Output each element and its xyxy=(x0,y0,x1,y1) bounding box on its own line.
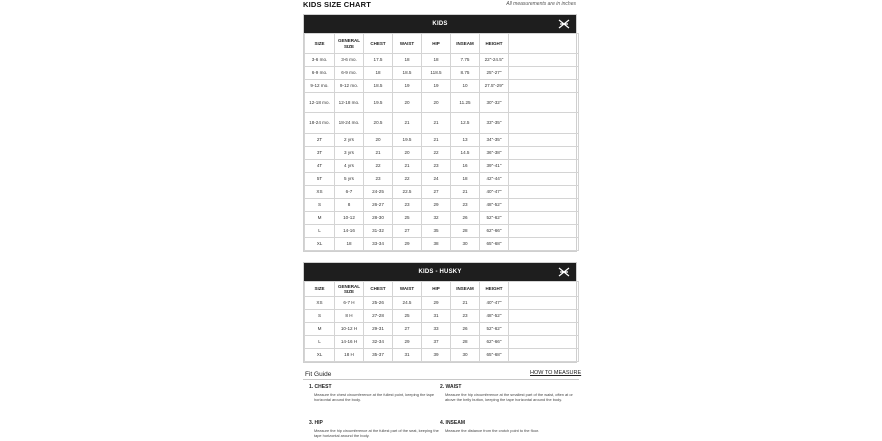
table-cell: 22"-24.5" xyxy=(480,54,509,67)
empty-cell xyxy=(509,238,579,251)
table-cell: 20 xyxy=(393,93,422,113)
table-row xyxy=(305,93,579,113)
husky-chart-header xyxy=(304,263,576,281)
table-cell: 21 xyxy=(393,113,422,134)
table-cell: 26 xyxy=(451,323,480,336)
table-cell: 11.25 xyxy=(451,93,480,113)
table-cell: 35-37 xyxy=(364,349,393,362)
table-row xyxy=(305,147,579,160)
guide-item-description: Measure the hip circumference at the fullest part of the seat, keeping the tape horizontal around the body. xyxy=(314,428,439,438)
table-cell: 27 xyxy=(422,186,451,199)
table-cell: 21 xyxy=(422,113,451,134)
table-cell: 38 xyxy=(422,238,451,251)
empty-cell xyxy=(509,310,579,323)
table-cell: 2T xyxy=(305,134,335,147)
table-row xyxy=(305,323,579,336)
table-cell: S xyxy=(305,310,335,323)
table-cell: 10 xyxy=(451,80,480,93)
kids-size-chart xyxy=(303,14,577,252)
table-cell: 26-27 xyxy=(364,199,393,212)
empty-cell xyxy=(509,134,579,147)
empty-cell xyxy=(509,173,579,186)
table-cell: 21 xyxy=(422,134,451,147)
table-cell: 39"-41" xyxy=(480,160,509,173)
column-header: HIP xyxy=(422,282,451,297)
table-cell: 5 yrs xyxy=(335,173,364,186)
table-cell: 4T xyxy=(305,160,335,173)
table-cell: 3-6 mo. xyxy=(335,54,364,67)
table-cell: 4 yrs xyxy=(335,160,364,173)
table-cell: 20.5 xyxy=(364,113,393,134)
table-cell: 23 xyxy=(451,310,480,323)
column-header: GENERAL SIZE xyxy=(335,282,364,297)
column-header: WAIST xyxy=(393,34,422,54)
kids-chart-header xyxy=(304,15,576,33)
table-cell: 22 xyxy=(364,160,393,173)
table-cell: 21 xyxy=(451,186,480,199)
table-cell: 62"-66" xyxy=(480,336,509,349)
column-header: CHEST xyxy=(364,34,393,54)
table-cell: 31 xyxy=(422,310,451,323)
table-cell: 16 xyxy=(451,160,480,173)
table-row xyxy=(305,297,579,310)
table-cell: 21 xyxy=(364,147,393,160)
table-cell: 7.75 xyxy=(451,54,480,67)
table-cell: 27-28 xyxy=(364,310,393,323)
table-cell: 19 xyxy=(422,80,451,93)
table-cell: 23 xyxy=(422,160,451,173)
empty-cell xyxy=(509,212,579,225)
table-cell: 48"-52" xyxy=(480,310,509,323)
table-cell: 52"-62" xyxy=(480,323,509,336)
table-cell: 10-12 xyxy=(335,212,364,225)
table-cell: L xyxy=(305,225,335,238)
column-header: SIZE xyxy=(305,282,335,297)
table-cell: XS xyxy=(305,297,335,310)
table-cell: M xyxy=(305,323,335,336)
table-cell: XS xyxy=(305,186,335,199)
page-title: KIDS SIZE CHART xyxy=(303,0,372,9)
table-cell: 6-7 xyxy=(335,186,364,199)
empty-cell xyxy=(509,34,579,54)
table-cell: 25"-27" xyxy=(480,67,509,80)
table-cell: 28 xyxy=(451,225,480,238)
column-header: SIZE xyxy=(305,34,335,54)
empty-cell xyxy=(509,199,579,212)
table-cell: 36"-38" xyxy=(480,147,509,160)
table-cell: 22 xyxy=(393,173,422,186)
table-cell: 12-18 mo. xyxy=(305,93,335,113)
how-to-measure-link[interactable]: HOW TO MEASURE xyxy=(530,370,582,376)
table-row xyxy=(305,80,579,93)
table-cell: 20 xyxy=(422,93,451,113)
empty-cell xyxy=(509,297,579,310)
table-cell: 19.5 xyxy=(364,93,393,113)
table-cell: 9-12 mo. xyxy=(335,80,364,93)
guide-item-waist xyxy=(440,384,578,402)
table-cell: 26 xyxy=(451,212,480,225)
table-cell: 18 xyxy=(422,54,451,67)
table-cell: 29-31 xyxy=(364,323,393,336)
column-header: CHEST xyxy=(364,282,393,297)
empty-cell xyxy=(509,54,579,67)
table-cell: 12-18 mo. xyxy=(335,93,364,113)
table-cell: 22.5 xyxy=(393,186,422,199)
table-cell: 27 xyxy=(393,225,422,238)
table-cell: 29 xyxy=(393,238,422,251)
table-cell: 30 xyxy=(451,238,480,251)
table-cell: 23 xyxy=(393,199,422,212)
brand-logo-icon xyxy=(558,18,570,30)
table-cell: 29 xyxy=(393,336,422,349)
table-cell: 52"-62" xyxy=(480,212,509,225)
empty-cell xyxy=(509,160,579,173)
table-cell: 20 xyxy=(393,147,422,160)
table-cell: 18 xyxy=(451,173,480,186)
table-cell: 3T xyxy=(305,147,335,160)
empty-cell xyxy=(509,67,579,80)
table-cell: 6-9 mo. xyxy=(335,67,364,80)
table-cell: M xyxy=(305,212,335,225)
table-cell: 65"-68" xyxy=(480,238,509,251)
table-cell: XL xyxy=(305,238,335,251)
table-cell: 29 xyxy=(422,297,451,310)
table-cell: S xyxy=(305,199,335,212)
kids-chart-heading: KIDS xyxy=(432,21,448,27)
guide-item-description: Measure the hip circumference at the smallest part of the waist, often at or above the belly button, keeping the tape horizontal around the body. xyxy=(445,392,573,402)
table-header-row xyxy=(305,282,579,297)
table-cell: 6-7 H xyxy=(335,297,364,310)
column-header: INSEAM xyxy=(451,282,480,297)
table-cell: 9-12 mo. xyxy=(305,80,335,93)
column-header: HEIGHT xyxy=(480,34,509,54)
table-cell: 17.5 xyxy=(364,54,393,67)
table-cell: 18 xyxy=(364,67,393,80)
table-row xyxy=(305,186,579,199)
table-cell: 28 xyxy=(451,336,480,349)
table-cell: 40"-47" xyxy=(480,297,509,310)
guide-item-inseam xyxy=(440,420,578,433)
table-header-row xyxy=(305,34,579,54)
column-header: WAIST xyxy=(393,282,422,297)
guide-item-description: Measure the chest circumference at the fullest point, keeping the tape horizontal around the body. xyxy=(314,392,435,402)
table-cell: 33 xyxy=(422,323,451,336)
empty-cell xyxy=(509,113,579,134)
table-cell: 33-34 xyxy=(364,238,393,251)
table-cell: 12.5 xyxy=(451,113,480,134)
guide-item-title: 2. WAIST xyxy=(440,384,462,390)
table-cell: 14-16 H xyxy=(335,336,364,349)
empty-cell xyxy=(509,336,579,349)
empty-cell xyxy=(509,147,579,160)
table-cell: 24 xyxy=(422,173,451,186)
table-cell: L xyxy=(305,336,335,349)
table-cell: 10-12 H xyxy=(335,323,364,336)
table-cell: 34"-35" xyxy=(480,134,509,147)
table-cell: 14.5 xyxy=(451,147,480,160)
table-row xyxy=(305,238,579,251)
table-cell: 118.5 xyxy=(422,67,451,80)
empty-cell xyxy=(509,349,579,362)
table-cell: 23 xyxy=(364,173,393,186)
table-cell: 25-26 xyxy=(364,297,393,310)
table-cell: 3 yrs xyxy=(335,147,364,160)
table-cell: 18.5 xyxy=(393,67,422,80)
column-header: HEIGHT xyxy=(480,282,509,297)
table-row xyxy=(305,67,579,80)
empty-cell xyxy=(509,225,579,238)
table-cell: 33"-35" xyxy=(480,113,509,134)
fit-guide-title: Fit Guide xyxy=(305,371,332,378)
table-cell: 27 xyxy=(393,323,422,336)
table-cell: 30"-32" xyxy=(480,93,509,113)
table-row xyxy=(305,113,579,134)
table-cell: 18-24 mo. xyxy=(335,113,364,134)
guide-item-description: Measure the distance from the crotch point to the floor. xyxy=(445,428,540,433)
table-cell: 39 xyxy=(422,349,451,362)
empty-cell xyxy=(509,282,579,297)
table-cell: 31-32 xyxy=(364,225,393,238)
table-cell: XL xyxy=(305,349,335,362)
empty-cell xyxy=(509,323,579,336)
table-cell: 22 xyxy=(422,147,451,160)
table-cell: 14-16 xyxy=(335,225,364,238)
column-header: INSEAM xyxy=(451,34,480,54)
table-cell: 18.5 xyxy=(364,80,393,93)
table-cell: 29 xyxy=(422,199,451,212)
table-cell: 65"-68" xyxy=(480,349,509,362)
table-cell: 24.5 xyxy=(393,297,422,310)
table-row xyxy=(305,160,579,173)
husky-chart-heading: KIDS - HUSKY xyxy=(418,269,462,275)
table-cell: 18 H xyxy=(335,349,364,362)
table-cell: 37 xyxy=(422,336,451,349)
table-cell: 48"-52" xyxy=(480,199,509,212)
table-cell: 21 xyxy=(451,297,480,310)
table-cell: 28-30 xyxy=(364,212,393,225)
table-cell: 19.5 xyxy=(393,134,422,147)
table-cell: 8 xyxy=(335,199,364,212)
table-row xyxy=(305,134,579,147)
column-header: GENERAL SIZE xyxy=(335,34,364,54)
table-cell: 8 H xyxy=(335,310,364,323)
kids-size-table xyxy=(304,33,579,251)
table-cell: 8.75 xyxy=(451,67,480,80)
table-row xyxy=(305,336,579,349)
guide-item-chest xyxy=(309,384,447,402)
table-cell: 23 xyxy=(451,199,480,212)
guide-item-title: 1. CHEST xyxy=(309,384,332,390)
empty-cell xyxy=(509,186,579,199)
table-row xyxy=(305,349,579,362)
empty-cell xyxy=(509,80,579,93)
table-cell: 27.5"-29" xyxy=(480,80,509,93)
husky-size-table xyxy=(304,281,579,362)
table-cell: 2 yrs xyxy=(335,134,364,147)
table-cell: 6-9 mo. xyxy=(305,67,335,80)
table-row xyxy=(305,225,579,238)
measurement-note: All measurements are in inches xyxy=(506,1,576,7)
table-cell: 18 xyxy=(393,54,422,67)
table-cell: 3-6 mo. xyxy=(305,54,335,67)
table-cell: 21 xyxy=(393,160,422,173)
empty-cell xyxy=(509,93,579,113)
table-cell: 40"-47" xyxy=(480,186,509,199)
table-cell: 18-24 mo. xyxy=(305,113,335,134)
table-cell: 5T xyxy=(305,173,335,186)
table-cell: 25 xyxy=(393,310,422,323)
table-cell: 62"-66" xyxy=(480,225,509,238)
table-cell: 20 xyxy=(364,134,393,147)
guide-item-title: 4. INSEAM xyxy=(440,420,466,426)
table-cell: 42"-44" xyxy=(480,173,509,186)
table-row xyxy=(305,212,579,225)
table-row xyxy=(305,173,579,186)
table-cell: 18 xyxy=(335,238,364,251)
table-row xyxy=(305,54,579,67)
column-header: HIP xyxy=(422,34,451,54)
husky-size-chart xyxy=(303,262,577,363)
guide-item-title: 3. HIP xyxy=(309,420,323,426)
table-cell: 24-25 xyxy=(364,186,393,199)
guide-item-hip xyxy=(309,420,447,438)
table-row xyxy=(305,199,579,212)
table-row xyxy=(305,310,579,323)
table-cell: 35 xyxy=(422,225,451,238)
table-cell: 32 xyxy=(422,212,451,225)
table-cell: 32-34 xyxy=(364,336,393,349)
table-cell: 30 xyxy=(451,349,480,362)
table-cell: 31 xyxy=(393,349,422,362)
brand-logo-icon xyxy=(558,266,570,278)
table-cell: 13 xyxy=(451,134,480,147)
table-cell: 25 xyxy=(393,212,422,225)
fit-guide-divider xyxy=(303,379,579,380)
table-cell: 19 xyxy=(393,80,422,93)
